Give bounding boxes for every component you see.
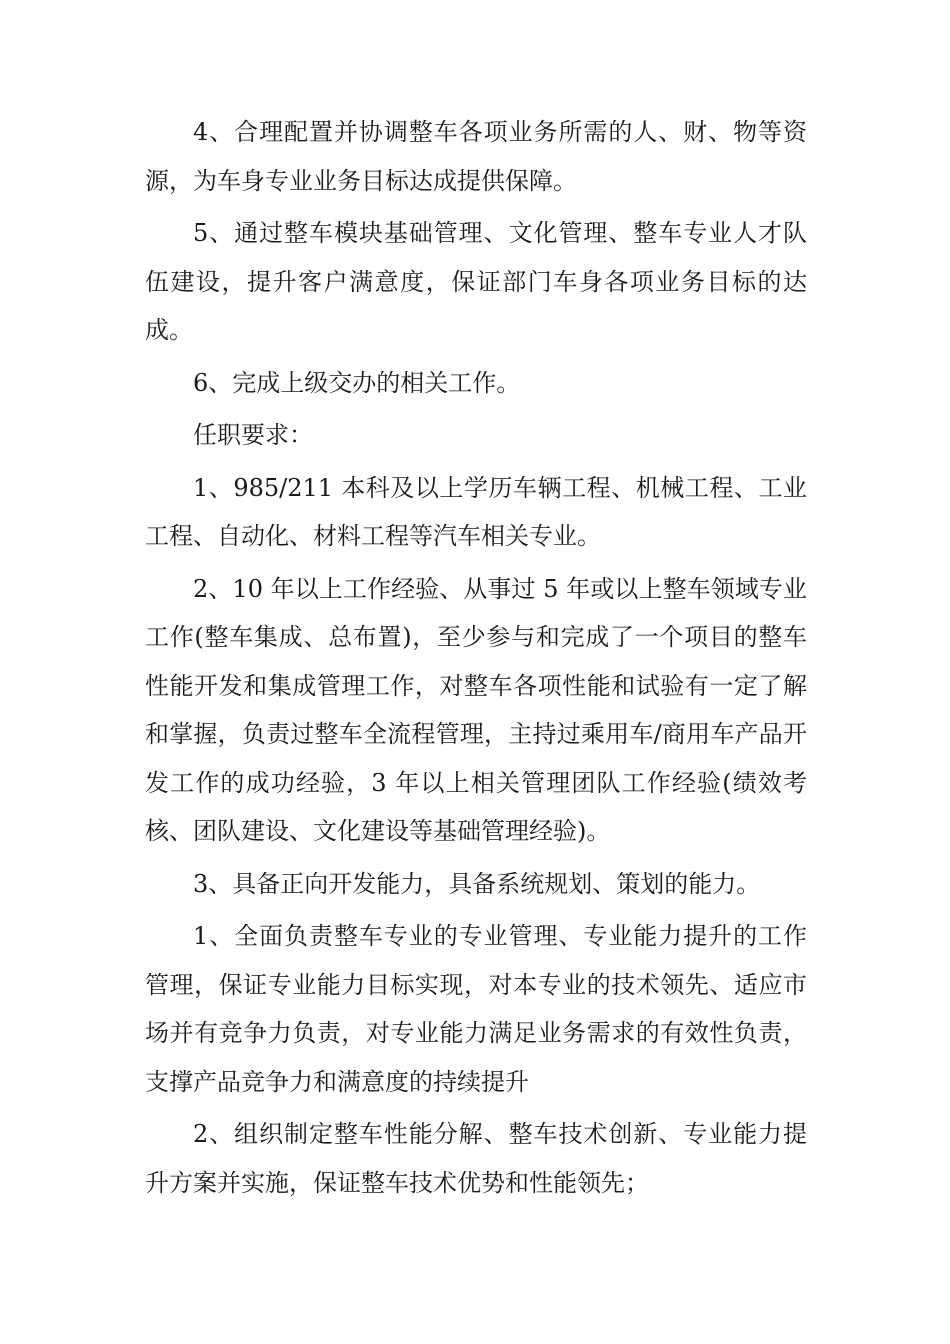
document-body (145, 108, 807, 1211)
paragraph-other-duties: 6、完成上级交办的相关工作。 (193, 368, 521, 397)
paragraph-capability: 3、具备正向开发能力，具备系统规划、策划的能力。 (193, 869, 761, 898)
paragraph-team-building: 5、通过整车模块基础管理、文化管理、整车专业人才队伍建设，提升客户满意度，保证部门车身各项业务目标的达成。 (145, 219, 807, 344)
paragraph-professional-management: 1、全面负责整车专业的专业管理、专业能力提升的工作管理，保证专业能力目标实现，对本专业的技术领先、适应市场并有竞争力负责，对专业能力满足业务需求的有效性负责，支撑产品竞争力和满意度的持续提升 (145, 922, 807, 1096)
paragraph-performance-plan: 2、组织制定整车性能分解、整车技术创新、专业能力提升方案并实施，保证整车技术优势和性能领先； (145, 1120, 807, 1197)
section-heading-requirements: 任职要求： (193, 421, 313, 449)
paragraph-education: 1、985/211 本科及以上学历车辆工程、机械工程、工业工程、自动化、材料工程等汽车相关专业。 (145, 473, 807, 550)
paragraph-resource-allocation: 4、合理配置并协调整车各项业务所需的人、财、物等资源，为车身专业业务目标达成提供保障。 (145, 118, 807, 195)
paragraph-experience: 2、10 年以上工作经验、从事过 5 年或以上整车领域专业工作(整车集成、总布置)，至少参与和完成了一个项目的整车性能开发和集成管理工作，对整车各项性能和试验有一定了解和掌握，负责过整车全流程管理，主持过乘用车/商用车产品开发工作的成功经验，3 年以上相关管理团队工作经验(绩效考核、团队建设、文化建设等基础管理经验)。 (145, 574, 807, 845)
